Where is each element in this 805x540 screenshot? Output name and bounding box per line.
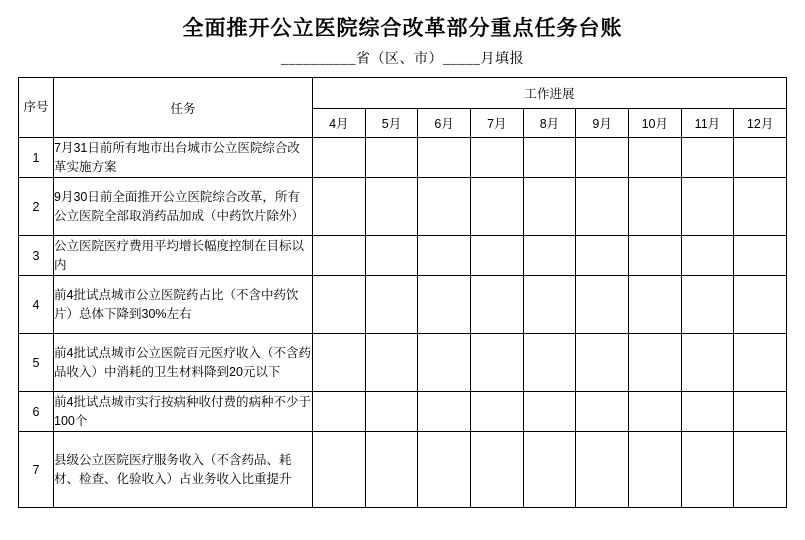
progress-cell[interactable] bbox=[523, 178, 576, 236]
progress-cell[interactable] bbox=[313, 276, 366, 334]
progress-cell[interactable] bbox=[734, 138, 787, 178]
column-header-month-oct: 10月 bbox=[628, 109, 681, 138]
column-header-month-nov: 11月 bbox=[681, 109, 734, 138]
table-row bbox=[19, 276, 787, 334]
column-header-month-aug: 8月 bbox=[523, 109, 576, 138]
progress-cell[interactable] bbox=[523, 276, 576, 334]
progress-cell[interactable] bbox=[418, 392, 471, 432]
progress-cell[interactable] bbox=[418, 178, 471, 236]
column-header-seq: 序号 bbox=[19, 78, 54, 138]
progress-cell[interactable] bbox=[628, 178, 681, 236]
progress-cell[interactable] bbox=[628, 334, 681, 392]
progress-cell[interactable] bbox=[365, 236, 418, 276]
column-header-month-dec: 12月 bbox=[734, 109, 787, 138]
progress-cell[interactable] bbox=[365, 178, 418, 236]
progress-cell[interactable] bbox=[681, 276, 734, 334]
progress-cell[interactable] bbox=[734, 276, 787, 334]
progress-cell[interactable] bbox=[313, 392, 366, 432]
progress-cell[interactable] bbox=[470, 178, 523, 236]
progress-cell[interactable] bbox=[681, 178, 734, 236]
row-sequence-number: 2 bbox=[19, 178, 54, 236]
table-row bbox=[19, 432, 787, 508]
header-row-top bbox=[19, 78, 787, 109]
progress-cell[interactable] bbox=[628, 276, 681, 334]
progress-cell[interactable] bbox=[628, 236, 681, 276]
row-sequence-number: 6 bbox=[19, 392, 54, 432]
progress-cell[interactable] bbox=[681, 432, 734, 508]
progress-cell[interactable] bbox=[681, 138, 734, 178]
progress-cell[interactable] bbox=[470, 432, 523, 508]
progress-cell[interactable] bbox=[628, 392, 681, 432]
progress-cell[interactable] bbox=[470, 276, 523, 334]
table-row bbox=[19, 334, 787, 392]
progress-cell[interactable] bbox=[470, 392, 523, 432]
row-task-description: 公立医院医疗费用平均增长幅度控制在目标以内 bbox=[54, 236, 313, 276]
column-header-month-jun: 6月 bbox=[418, 109, 471, 138]
row-sequence-number: 3 bbox=[19, 236, 54, 276]
progress-cell[interactable] bbox=[681, 334, 734, 392]
progress-cell[interactable] bbox=[734, 334, 787, 392]
page-subtitle: __________省（区、市）_____月填报 bbox=[281, 52, 524, 67]
progress-cell[interactable] bbox=[470, 138, 523, 178]
table-row bbox=[19, 138, 787, 178]
progress-cell[interactable] bbox=[734, 178, 787, 236]
progress-cell[interactable] bbox=[313, 432, 366, 508]
column-header-progress: 工作进展 bbox=[313, 78, 787, 109]
progress-cell[interactable] bbox=[681, 236, 734, 276]
progress-cell[interactable] bbox=[418, 276, 471, 334]
progress-cell[interactable] bbox=[418, 334, 471, 392]
progress-cell[interactable] bbox=[418, 432, 471, 508]
progress-cell[interactable] bbox=[313, 236, 366, 276]
table-body bbox=[19, 138, 787, 508]
progress-cell[interactable] bbox=[576, 276, 629, 334]
row-task-description: 前4批试点城市公立医院药占比（不含中药饮片）总体下降到30%左右 bbox=[54, 276, 313, 334]
progress-cell[interactable] bbox=[523, 334, 576, 392]
progress-cell[interactable] bbox=[681, 392, 734, 432]
row-task-description: 县级公立医院医疗服务收入（不含药品、耗材、检查、化验收入）占业务收入比重提升 bbox=[54, 432, 313, 508]
progress-cell[interactable] bbox=[365, 432, 418, 508]
document-page bbox=[0, 12, 805, 540]
progress-cell[interactable] bbox=[523, 432, 576, 508]
column-header-month-apr: 4月 bbox=[313, 109, 366, 138]
progress-cell[interactable] bbox=[576, 178, 629, 236]
progress-cell[interactable] bbox=[576, 236, 629, 276]
progress-cell[interactable] bbox=[365, 392, 418, 432]
progress-cell[interactable] bbox=[628, 432, 681, 508]
table-header bbox=[19, 78, 787, 138]
progress-cell[interactable] bbox=[470, 334, 523, 392]
row-sequence-number: 4 bbox=[19, 276, 54, 334]
column-header-month-may: 5月 bbox=[365, 109, 418, 138]
row-task-description: 前4批试点城市公立医院百元医疗收入（不含药品收入）中消耗的卫生材料降到20元以下 bbox=[54, 334, 313, 392]
progress-cell[interactable] bbox=[365, 138, 418, 178]
progress-cell[interactable] bbox=[734, 392, 787, 432]
row-sequence-number: 7 bbox=[19, 432, 54, 508]
table-row bbox=[19, 178, 787, 236]
row-sequence-number: 5 bbox=[19, 334, 54, 392]
progress-cell[interactable] bbox=[576, 334, 629, 392]
progress-cell[interactable] bbox=[576, 432, 629, 508]
table-row bbox=[19, 236, 787, 276]
row-task-description: 9月30日前全面推开公立医院综合改革，所有公立医院全部取消药品加成（中药饮片除外） bbox=[54, 178, 313, 236]
progress-cell[interactable] bbox=[470, 236, 523, 276]
column-header-task: 任务 bbox=[54, 78, 313, 138]
progress-cell[interactable] bbox=[576, 392, 629, 432]
row-task-description: 7月31日前所有地市出台城市公立医院综合改革实施方案 bbox=[54, 138, 313, 178]
progress-cell[interactable] bbox=[523, 236, 576, 276]
progress-cell[interactable] bbox=[418, 236, 471, 276]
progress-cell[interactable] bbox=[734, 432, 787, 508]
progress-cell[interactable] bbox=[313, 334, 366, 392]
column-header-month-jul: 7月 bbox=[470, 109, 523, 138]
progress-cell[interactable] bbox=[523, 392, 576, 432]
task-ledger-table bbox=[18, 77, 787, 508]
row-sequence-number: 1 bbox=[19, 138, 54, 178]
progress-cell[interactable] bbox=[523, 138, 576, 178]
table-row bbox=[19, 392, 787, 432]
page-title: 全面推开公立医院综合改革部分重点任务台账 bbox=[182, 16, 623, 40]
progress-cell[interactable] bbox=[313, 178, 366, 236]
progress-cell[interactable] bbox=[734, 236, 787, 276]
progress-cell[interactable] bbox=[628, 138, 681, 178]
progress-cell[interactable] bbox=[576, 138, 629, 178]
column-header-month-sep: 9月 bbox=[576, 109, 629, 138]
row-task-description: 前4批试点城市实行按病种收付费的病种不少于100个 bbox=[54, 392, 313, 432]
progress-cell[interactable] bbox=[418, 138, 471, 178]
progress-cell[interactable] bbox=[365, 334, 418, 392]
progress-cell[interactable] bbox=[365, 276, 418, 334]
progress-cell[interactable] bbox=[313, 138, 366, 178]
